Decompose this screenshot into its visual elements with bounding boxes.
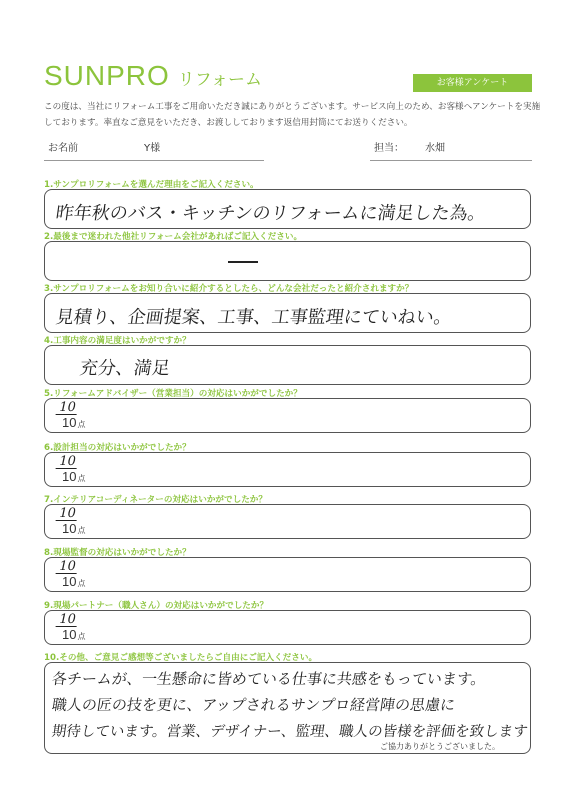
score-8 bbox=[62, 574, 85, 589]
name-value: Y様 bbox=[144, 143, 161, 154]
question-1-label: 1.サンプロリフォームを選んだ理由をご記入ください。 bbox=[44, 180, 259, 190]
score-5 bbox=[62, 415, 85, 430]
score-9 bbox=[62, 627, 85, 642]
staff-value: 水畑 bbox=[425, 143, 445, 154]
answer-10-line-3: 期待しています。営業、デザイナー、監理、職人の皆様を評価を致します bbox=[50, 724, 529, 740]
answer-box-7 bbox=[44, 504, 531, 539]
answer-3-handwriting: 見積り、企画提案、工事、工事監理にていねい。 bbox=[54, 307, 454, 328]
question-5-label: 5.リフォームアドバイザー（営業担当）の対応はいかがでしたか？ bbox=[44, 389, 302, 399]
question-4-label: 4.工事内容の満足度はいかがですか？ bbox=[44, 336, 191, 346]
score-5-handwriting: 10 bbox=[57, 400, 78, 415]
answer-box-2 bbox=[44, 241, 531, 281]
score-5-unit: 点 bbox=[77, 420, 86, 429]
score-7-value: 10 bbox=[62, 521, 77, 536]
question-9-label: 9.現場パートナー（職人さん）の対応はいかがでしたか？ bbox=[44, 601, 269, 611]
question-2-label: 2.最後まで迷われた他社リフォーム会社があればご記入ください。 bbox=[44, 232, 303, 242]
score-9-unit: 点 bbox=[77, 632, 86, 641]
score-6 bbox=[62, 469, 85, 484]
score-8-value: 10 bbox=[62, 574, 77, 589]
score-5-value: 10 bbox=[62, 415, 77, 430]
answer-box-8 bbox=[44, 557, 531, 592]
survey-badge: お客様アンケート bbox=[413, 74, 532, 92]
logo-main-text: SUNPRO bbox=[44, 60, 170, 91]
question-8-label: 8.現場監督の対応はいかがでしたか？ bbox=[44, 548, 191, 558]
intro-text: この度は、当社にリフォーム工事をご用命いただき誠にありがとうございます。サービス向上のため、お客様へアンケートを実施しております。率直なご意見をいただき、お渡ししております返信用封筒にてお送りください。 bbox=[44, 102, 541, 128]
score-7-unit: 点 bbox=[77, 526, 86, 535]
answer-1-handwriting: 昨年秋のバス・キッチンのリフォームに満足した為。 bbox=[54, 203, 488, 224]
score-9-value: 10 bbox=[62, 627, 77, 642]
score-6-handwriting: 10 bbox=[57, 454, 78, 469]
answer-10-line-2: 職人の匠の技を更に、アップされるサンプロ経営陣の思慮に bbox=[50, 696, 457, 714]
answer-box-6 bbox=[44, 452, 531, 487]
score-8-unit: 点 bbox=[77, 579, 86, 588]
question-10-label: 10.その他、ご意見ご感想等ございましたらご自由にご記入ください。 bbox=[44, 653, 318, 663]
score-7-handwriting: 10 bbox=[57, 506, 78, 521]
answer-box-5 bbox=[44, 398, 531, 433]
score-9-handwriting: 10 bbox=[57, 612, 78, 627]
staff-label: 担当： bbox=[374, 143, 404, 154]
answer-10-line-1: 各チームが、一生懸命に皆めている仕事に共感をもっています。 bbox=[50, 670, 488, 688]
answer-box-9 bbox=[44, 610, 531, 645]
sunpro-reform-logo bbox=[44, 62, 262, 91]
customer-name-field bbox=[44, 139, 264, 161]
score-6-unit: 点 bbox=[77, 474, 86, 483]
name-label: お名前 bbox=[48, 143, 78, 154]
answer-2-handwriting-dash bbox=[228, 261, 258, 263]
score-8-handwriting: 10 bbox=[57, 559, 78, 574]
thanks-text: ご協力ありがとうございました。 bbox=[380, 742, 500, 751]
question-6-label: 6.設計担当の対応はいかがでしたか？ bbox=[44, 443, 191, 453]
score-6-value: 10 bbox=[62, 469, 77, 484]
question-7-label: 7.インテリアコーディネーターの対応はいかがでしたか？ bbox=[44, 495, 267, 505]
answer-4-handwriting: 充分、満足 bbox=[78, 358, 172, 379]
question-3-label: 3.サンプロリフォームをお知り合いに紹介するとしたら、どんな会社だったと紹介されますか？ bbox=[44, 284, 414, 294]
score-7 bbox=[62, 521, 85, 536]
logo-sub-text: リフォーム bbox=[177, 70, 262, 90]
staff-field bbox=[370, 139, 532, 161]
